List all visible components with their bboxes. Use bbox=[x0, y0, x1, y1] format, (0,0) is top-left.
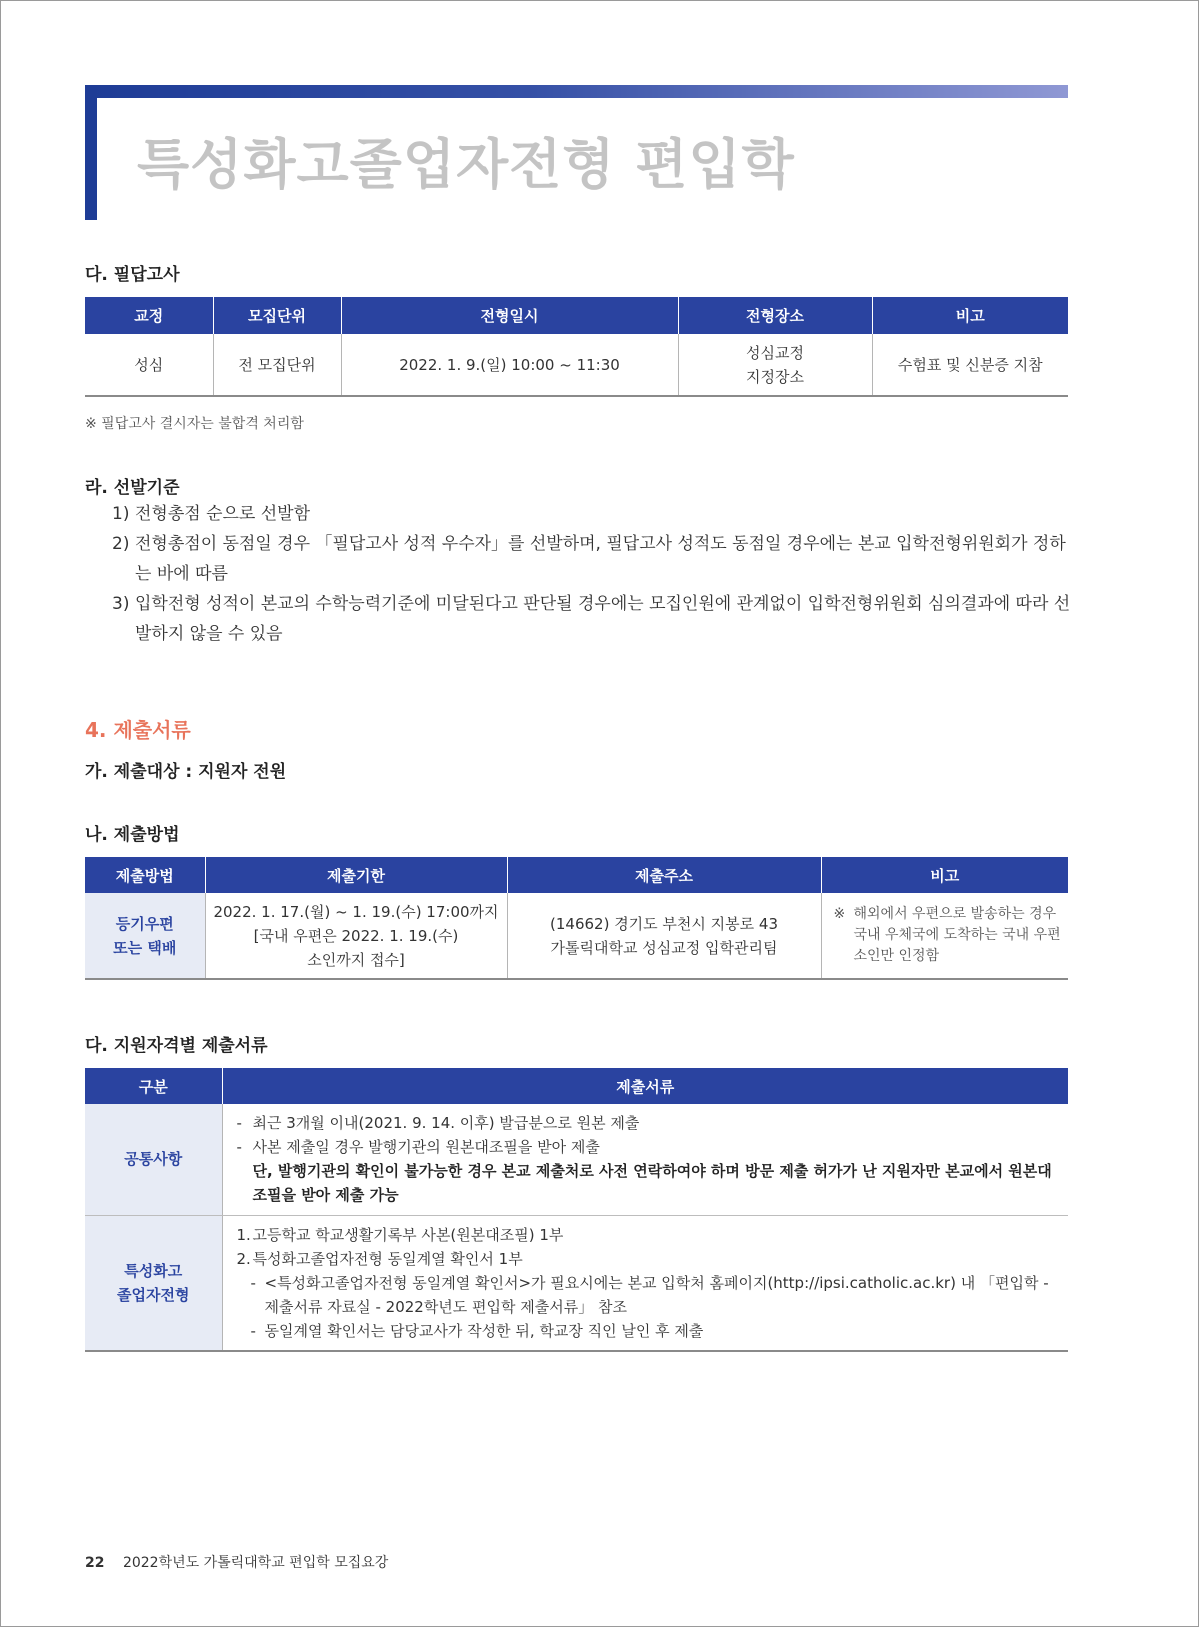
table-row bbox=[85, 1104, 1068, 1215]
exam-datetime: 2022. 1. 9.(일) 10:00 ~ 11:30 bbox=[341, 334, 678, 396]
exam-col-remark: 비고 bbox=[872, 297, 1068, 334]
docs-special-label bbox=[85, 1215, 222, 1351]
method-col-address: 제출주소 bbox=[507, 857, 821, 893]
docs-common-label: 공통사항 bbox=[85, 1104, 222, 1215]
docs-common-list bbox=[222, 1104, 1068, 1215]
method-remark bbox=[821, 893, 1068, 979]
method-type-line2: 또는 택배 bbox=[113, 938, 177, 957]
header-gradient-bar bbox=[85, 85, 1068, 98]
exam-heading: 다. 필답고사 bbox=[85, 265, 180, 285]
method-deadline bbox=[205, 893, 507, 979]
exam-note: ※ 필답고사 결시자는 불합격 처리함 bbox=[85, 416, 304, 432]
list-item: 사본 제출일 경우 발행기관의 원본대조필을 받아 제출 bbox=[252, 1138, 600, 1157]
dash-marker: - bbox=[236, 1138, 242, 1157]
exam-place-line2: 지정장소 bbox=[746, 367, 804, 386]
table-row bbox=[85, 1215, 1068, 1351]
remark-text: 해외에서 우편으로 발송하는 경우 국내 우체국에 도착하는 국내 우편 소인만 인정함 bbox=[853, 906, 1061, 964]
list-item bbox=[85, 589, 1075, 649]
exam-campus: 성심 bbox=[85, 334, 213, 396]
method-deadline-line1: 2022. 1. 17.(월) ~ 1. 19.(수) 17:00까지 bbox=[213, 902, 499, 921]
list-item-number: 2) bbox=[112, 534, 130, 554]
table-row bbox=[85, 334, 1068, 396]
method-address-line2: 가톨릭대학교 성심교정 입학관리팀 bbox=[550, 938, 778, 957]
page-number: 22 bbox=[85, 1555, 105, 1571]
list-sub-item: <특성화고졸업자전형 동일계열 확인서>가 필요시에는 본교 입학처 홈페이지(http://ipsi.catholic.ac.kr) 내 「편입학 - 제출서류 자료실 - 2022학년도 편입학 제출서류」 참조 bbox=[264, 1273, 1049, 1316]
header-side-bar bbox=[85, 85, 97, 220]
footer-text: 2022학년도 가톨릭대학교 편입학 모집요강 bbox=[122, 1555, 389, 1571]
docs-col-category: 구분 bbox=[85, 1068, 222, 1104]
list-item-text: 전형총점이 동점일 경우 「필답고사 성적 우수자」를 선발하며, 필답고사 성적도 동점일 경우에는 본교 입학전형위원회가 정하는 바에 따름 bbox=[135, 534, 1066, 584]
method-heading: 나. 제출방법 bbox=[85, 825, 180, 845]
exam-table bbox=[85, 297, 1068, 397]
number-marker: 1. bbox=[236, 1225, 251, 1244]
method-type-line1: 등기우편 bbox=[115, 914, 174, 933]
exam-col-campus: 교정 bbox=[85, 297, 213, 334]
docs-common-bold-note: 단, 발행기관의 확인이 불가능한 경우 본교 제출처로 사전 연락하여야 하며 방문 제출 허가가 난 지원자만 본교에서 원본대조필을 받아 제출 가능 bbox=[252, 1162, 1052, 1205]
list-item-number: 1) bbox=[112, 504, 130, 524]
exam-place bbox=[678, 334, 872, 396]
list-item-text: 입학전형 성적이 본교의 수학능력기준에 미달된다고 판단될 경우에는 모집인원에 관계없이 입학전형위원회 심의결과에 따라 선발하지 않을 수 있음 bbox=[135, 594, 1071, 644]
method-address bbox=[507, 893, 821, 979]
number-marker: 2. bbox=[236, 1249, 251, 1268]
exam-place-line1: 성심교정 bbox=[746, 343, 804, 362]
list-item: 특성화고졸업자전형 동일계열 확인서 1부 bbox=[252, 1249, 523, 1268]
docs-col-documents: 제출서류 bbox=[222, 1068, 1068, 1104]
exam-remark: 수험표 및 신분증 지참 bbox=[872, 334, 1068, 396]
remark-mark: ※ bbox=[833, 906, 846, 922]
exam-unit: 전 모집단위 bbox=[213, 334, 341, 396]
method-deadline-line2: [국내 우편은 2022. 1. 19.(수) bbox=[253, 926, 459, 945]
docs-special-label-line2: 졸업자전형 bbox=[117, 1285, 190, 1304]
list-item bbox=[85, 499, 1075, 529]
dash-marker: - bbox=[250, 1273, 256, 1292]
list-item: 최근 3개월 이내(2021. 9. 14. 이후) 발급분으로 원본 제출 bbox=[252, 1114, 640, 1133]
method-type bbox=[85, 893, 205, 979]
dash-marker: - bbox=[250, 1321, 256, 1340]
method-col-remark: 비고 bbox=[821, 857, 1068, 893]
list-item-text: 전형총점 순으로 선발함 bbox=[135, 504, 311, 524]
section4-title: 4. 제출서류 bbox=[85, 718, 191, 742]
page-title: 특성화고졸업자전형 편입학 bbox=[137, 133, 795, 196]
footer bbox=[85, 1552, 388, 1572]
docs-special-label-line1: 특성화고 bbox=[124, 1261, 183, 1280]
list-item: 고등학교 학교생활기록부 사본(원본대조필) 1부 bbox=[252, 1225, 564, 1244]
list-item-number: 3) bbox=[112, 594, 130, 614]
method-col-method: 제출방법 bbox=[85, 857, 205, 893]
list-item bbox=[85, 529, 1075, 589]
docs-heading: 다. 지원자격별 제출서류 bbox=[85, 1036, 268, 1056]
list-sub-item: 동일계열 확인서는 담당교사가 작성한 뒤, 학교장 직인 날인 후 제출 bbox=[264, 1321, 704, 1340]
method-table bbox=[85, 857, 1068, 980]
dash-marker: - bbox=[236, 1114, 242, 1133]
table-row bbox=[85, 893, 1068, 979]
criteria-heading: 라. 선발기준 bbox=[85, 478, 180, 498]
exam-col-unit: 모집단위 bbox=[213, 297, 341, 334]
exam-col-datetime: 전형일시 bbox=[341, 297, 678, 334]
docs-special-list bbox=[222, 1215, 1068, 1351]
criteria-list bbox=[85, 499, 1075, 649]
method-col-deadline: 제출기한 bbox=[205, 857, 507, 893]
method-deadline-line3: 소인까지 접수] bbox=[307, 950, 405, 969]
method-address-line1: (14662) 경기도 부천시 지봉로 43 bbox=[550, 914, 778, 933]
submission-target: 가. 제출대상 : 지원자 전원 bbox=[85, 762, 287, 782]
docs-table bbox=[85, 1068, 1068, 1352]
exam-col-place: 전형장소 bbox=[678, 297, 872, 334]
